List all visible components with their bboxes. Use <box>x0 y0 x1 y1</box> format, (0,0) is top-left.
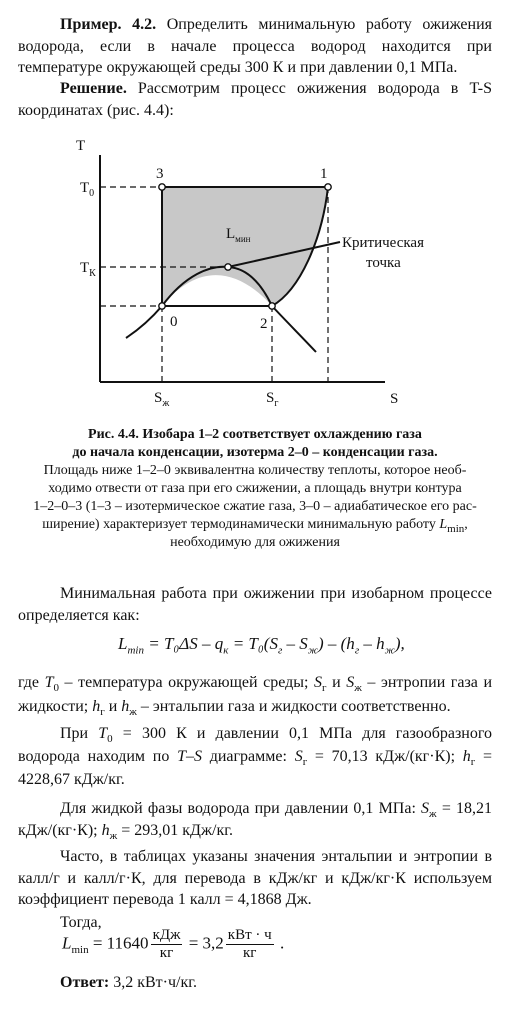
body-paragraph-4: Для жидкой фазы водорода при давлении 0,1 МПа: $S_ж = 18,21$ кДж/(кг·К); $h_ж = 293,01$ кДж/кг. <box>18 800 492 843</box>
caption-title-1: Рис. 4.4. Изобара 1–2 соответствует охлаждению газа <box>88 427 422 442</box>
sg-label: $S_г$ <box>266 390 279 409</box>
example-paragraph <box>18 14 492 79</box>
sz-label: $S_ж$ <box>154 390 170 409</box>
example-text: Определить минимальную работу ожижения водорода, если в начале процесса водород находится при температуре окружающей среды 300 К и при давлении 0,1 МПа. <box>18 16 492 76</box>
point-3-label: 3 <box>156 166 164 182</box>
caption-line-3: 1–2–0–3 (1–3 – изотермическое сжатие газа, 3–0 – адиабатическое его рас- <box>33 499 477 514</box>
answer-label: Ответ: <box>60 974 110 991</box>
answer-text: 3,2 кВт·ч/кг. <box>109 974 198 991</box>
answer-paragraph <box>18 972 492 994</box>
solution-paragraph <box>18 78 492 121</box>
caption-line-1: Площадь ниже 1–2–0 эквивалентна количеству теплоты, которое необ- <box>43 463 467 478</box>
point-0-label: 0 <box>170 314 178 330</box>
t0-label: $T_0$ <box>80 180 95 199</box>
body-paragraph-2: где $T_0$ – температура окружающей среды; $S_г$ и $S_ж$ – энтропии газа и жидкости; $h_г$ и $h_ж$ – энтальпии газа и жидкости соответственно. <box>18 674 493 719</box>
solution-text: Рассмотрим процесс ожижения водорода в T-S координатах (рис. 4.4): <box>18 80 492 119</box>
example-label: Пример. 4.2. <box>60 16 157 33</box>
lmin-label: $L_{мин}$ <box>226 226 251 244</box>
caption-line-4: ширение) характеризует термодинамически минимальную работу $L_{min}$, <box>42 517 468 535</box>
critical-label-2: точка <box>366 255 401 271</box>
body-paragraph-5: Часто, в таблицах указаны значения энтальпии и энтропии в калл/г и калл/г·К, для перевода в кДж/кг и кДж/кг·К используем коэффициент перевода 1 калл = 4,1868 Дж. <box>18 848 492 908</box>
caption-title-2: до начала конденсации, изотерма 2–0 – конденсации газа. <box>72 445 438 460</box>
ts-diagram <box>0 130 505 415</box>
lmin-area <box>162 187 328 306</box>
axis-y-label: T <box>76 138 86 154</box>
equation-lmin: $L_{min} = T_0\Delta S - q_к = T_0(S_г - S_ж) - (h_г - h_ж)$, <box>118 634 405 657</box>
critical-label-1: Критическая <box>342 235 424 251</box>
tk-label: $T_К$ <box>80 260 96 279</box>
body-paragraph-1: Минимальная работа при ожижении при изобарном процессе определяется как: <box>18 585 492 624</box>
body-paragraph-6: Тогда, <box>60 914 102 931</box>
equation-result: $L_{min} = 11640$ $\frac{\text{кДж}}{кг}$ = 3,2 $\frac{\text{кВт · ч}}{кг}$ . <box>62 927 285 961</box>
solution-label: Решение. <box>60 80 127 97</box>
body-paragraph-3: При $T_0 = 300$ К и давлении 0,1 МПа для газообразного водорода находим по T–S диаграмме: $S_г = 70,13$ кДж/(кг·К); $h_г = 4228,67$ кДж/кг. <box>18 725 493 788</box>
caption-line-5: необходимую для ожижения <box>170 535 340 550</box>
axis-x-label: S <box>390 391 399 407</box>
caption-line-2: ходимо отвести от газа при его сжижении, а площадь внутри контура <box>48 481 462 496</box>
point-2-label: 2 <box>260 316 268 332</box>
point-1-label: 1 <box>320 166 328 182</box>
